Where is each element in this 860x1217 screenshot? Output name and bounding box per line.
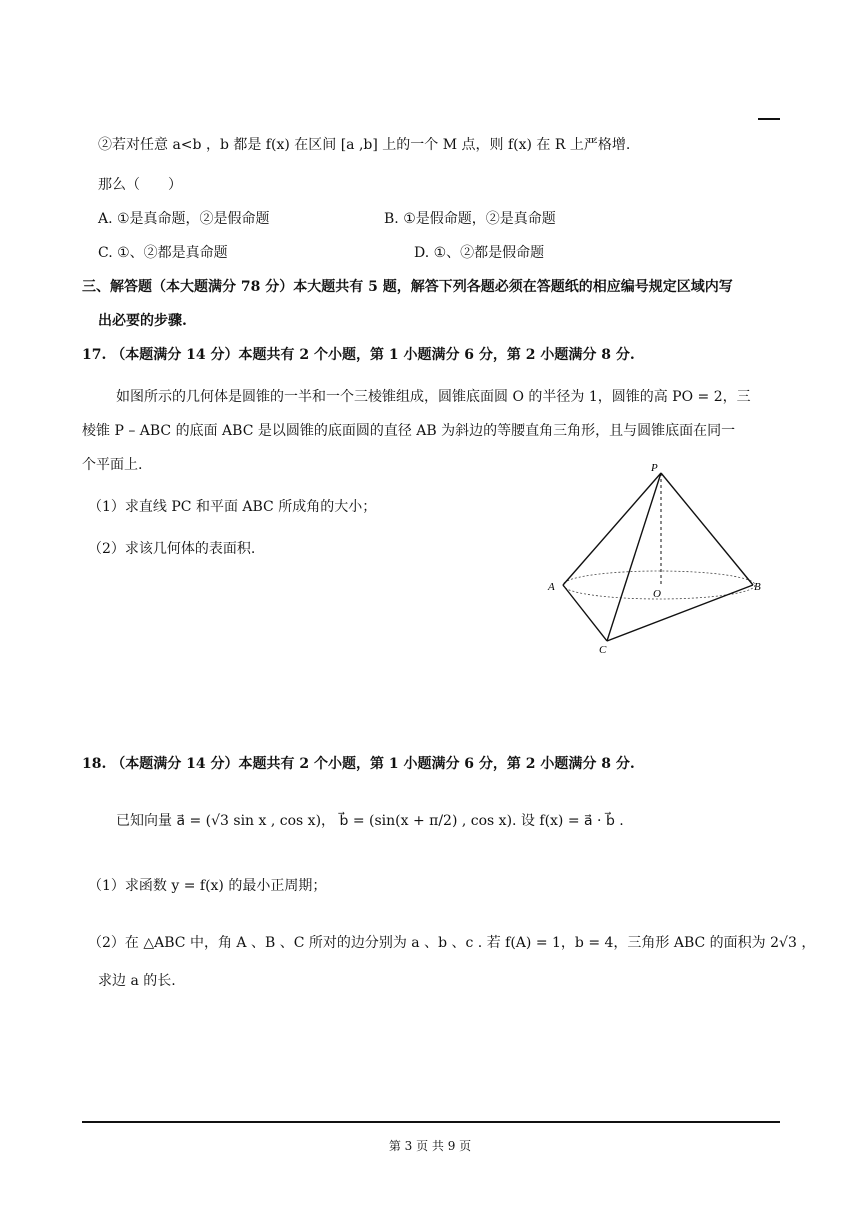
q18-header: 18. （本题满分 14 分）本题共有 2 个小题，第 1 小题满分 6 分，第 2 小题满分 8 分. bbox=[82, 756, 635, 772]
label-c: C bbox=[599, 644, 607, 656]
q16-option-c: C. ①、②都是真命题 bbox=[98, 245, 228, 261]
label-o: O bbox=[653, 588, 661, 600]
q17-part2: （2）求该几何体的表面积. bbox=[88, 541, 256, 557]
q17-body-line3: 个平面上. bbox=[82, 457, 143, 473]
edge-pc bbox=[607, 473, 661, 641]
q16-option-a: A. ①是真命题，②是假命题 bbox=[98, 211, 270, 227]
q18-given: 已知向量 a⃗ = (√3 sin x , cos x)， b⃗ = (sin(x + π/2) , cos x). 设 f(x) = a⃗ · b⃗ . bbox=[116, 813, 624, 829]
edge-pa bbox=[563, 473, 661, 585]
q16-statement-2: ②若对任意 a<b ，b 都是 f(x) 在区间 [a ,b] 上的一个 M 点，则 f(x) 在 R 上严格增. bbox=[98, 137, 631, 153]
q16-prompt: 那么（ ） bbox=[98, 177, 182, 193]
section3-heading-line2: 出必要的步骤. bbox=[98, 313, 187, 329]
q16-option-d: D. ①、②都是假命题 bbox=[414, 245, 545, 261]
q17-body-line1: 如图所示的几何体是圆锥的一半和一个三棱锥组成，圆锥底面圆 O 的半径为 1，圆锥的高 PO = 2，三 bbox=[116, 389, 751, 405]
label-p: P bbox=[651, 462, 658, 474]
cone-pyramid-figure bbox=[540, 455, 780, 665]
q18-part2-continued: 求边 a 的长. bbox=[98, 973, 176, 989]
section3-heading-line1: 三、解答题（本大题满分 78 分）本大题共有 5 题，解答下列各题必须在答题纸的相应编号规定区域内写 bbox=[82, 279, 733, 295]
page-number: 第 3 页 共 9 页 bbox=[388, 1139, 472, 1153]
edge-cb bbox=[607, 585, 753, 641]
q18-part2: （2）在 △ABC 中，角 A 、B 、C 所对的边分别为 a 、b 、c . 若 f(A) = 1，b = 4，三角形 ABC 的面积为 2√3 ， bbox=[88, 935, 816, 951]
footer-rule bbox=[82, 1121, 780, 1123]
label-b: B bbox=[754, 581, 761, 593]
edge-pb bbox=[661, 473, 753, 585]
label-a: A bbox=[548, 581, 555, 593]
q17-body-line2: 棱锥 P – ABC 的底面 ABC 是以圆锥的底面圆的直径 AB 为斜边的等腰直角三角形，且与圆锥底面在同一 bbox=[82, 423, 736, 439]
edge-ac bbox=[563, 585, 607, 641]
q17-header: 17. （本题满分 14 分）本题共有 2 个小题，第 1 小题满分 6 分，第 2 小题满分 8 分. bbox=[82, 347, 635, 363]
q16-option-b: B. ①是假命题，②是真命题 bbox=[384, 211, 556, 227]
q17-part1: （1）求直线 PC 和平面 ABC 所成角的大小； bbox=[88, 499, 377, 515]
top-margin-mark bbox=[758, 118, 780, 120]
q18-part1: （1）求函数 y = f(x) 的最小正周期； bbox=[88, 878, 327, 894]
